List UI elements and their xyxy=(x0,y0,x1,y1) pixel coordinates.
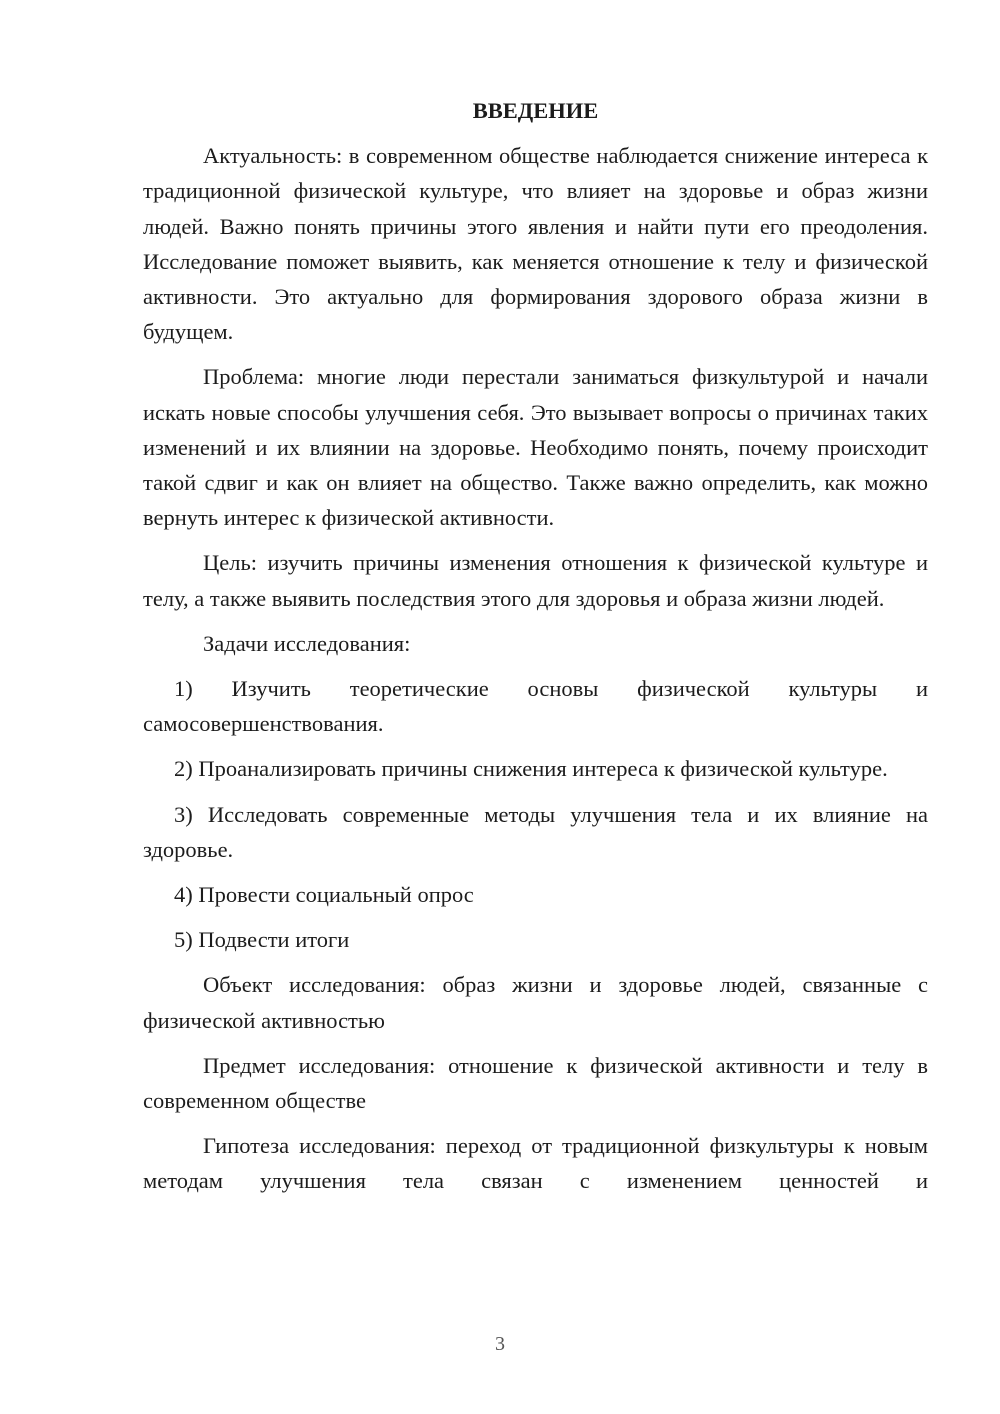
task-item-1: 1) Изучить теоретические основы физической культуры и самосовершенствования. xyxy=(143,676,928,737)
task-item-4: 4) Провести социальный опрос xyxy=(174,882,474,908)
task-item-5: 5) Подвести итоги xyxy=(174,927,350,953)
page-number: 3 xyxy=(495,1333,505,1355)
paragraph-subject: Предмет исследования: отношение к физической активности и телу в современном обществе xyxy=(143,1052,928,1114)
document-body xyxy=(143,93,928,1199)
paragraph-relevance: Актуальность: в современном обществе наблюдается снижение интереса к традиционной физической культуре, что влияет на здоровье и образ жизни людей. Важно понять причины этого явления и найти пути его преодоления. Исследование поможет выявить, как меняется отношение к телу и физической активности. Это актуально для формирования здорового образа жизни в будущем. xyxy=(143,143,928,345)
task-item-3: 3) Исследовать современные методы улучшения тела и их влияние на здоровье. xyxy=(143,801,928,862)
paragraph-goal: Цель: изучить причины изменения отношения к физической культуре и телу, а также выявить последствия этого для здоровья и образа жизни людей. xyxy=(143,550,928,611)
paragraph-hypothesis: Гипотеза исследования: переход от традиционной физкультуры к новым методам улучшения тела связан с изменением ценностей и xyxy=(143,1133,928,1194)
paragraph-tasks-heading: Задачи исследования: xyxy=(203,630,411,656)
paragraph-problem: Проблема: многие люди перестали заниматься физкультурой и начали искать новые способы улучшения себя. Это вызывает вопросы о причинах таких изменений и их влиянии на здоровье. Необходимо понять, почему происходит такой сдвиг и как он влияет на общество. Также важно определить, как можно вернуть интерес к физической активности. xyxy=(143,364,928,531)
section-heading: ВВЕДЕНИЕ xyxy=(472,98,599,123)
task-item-2: 2) Проанализировать причины снижения интереса к физической культуре. xyxy=(174,756,888,782)
paragraph-object: Объект исследования: образ жизни и здоровье людей, связанные с физической активностью xyxy=(143,972,928,1033)
